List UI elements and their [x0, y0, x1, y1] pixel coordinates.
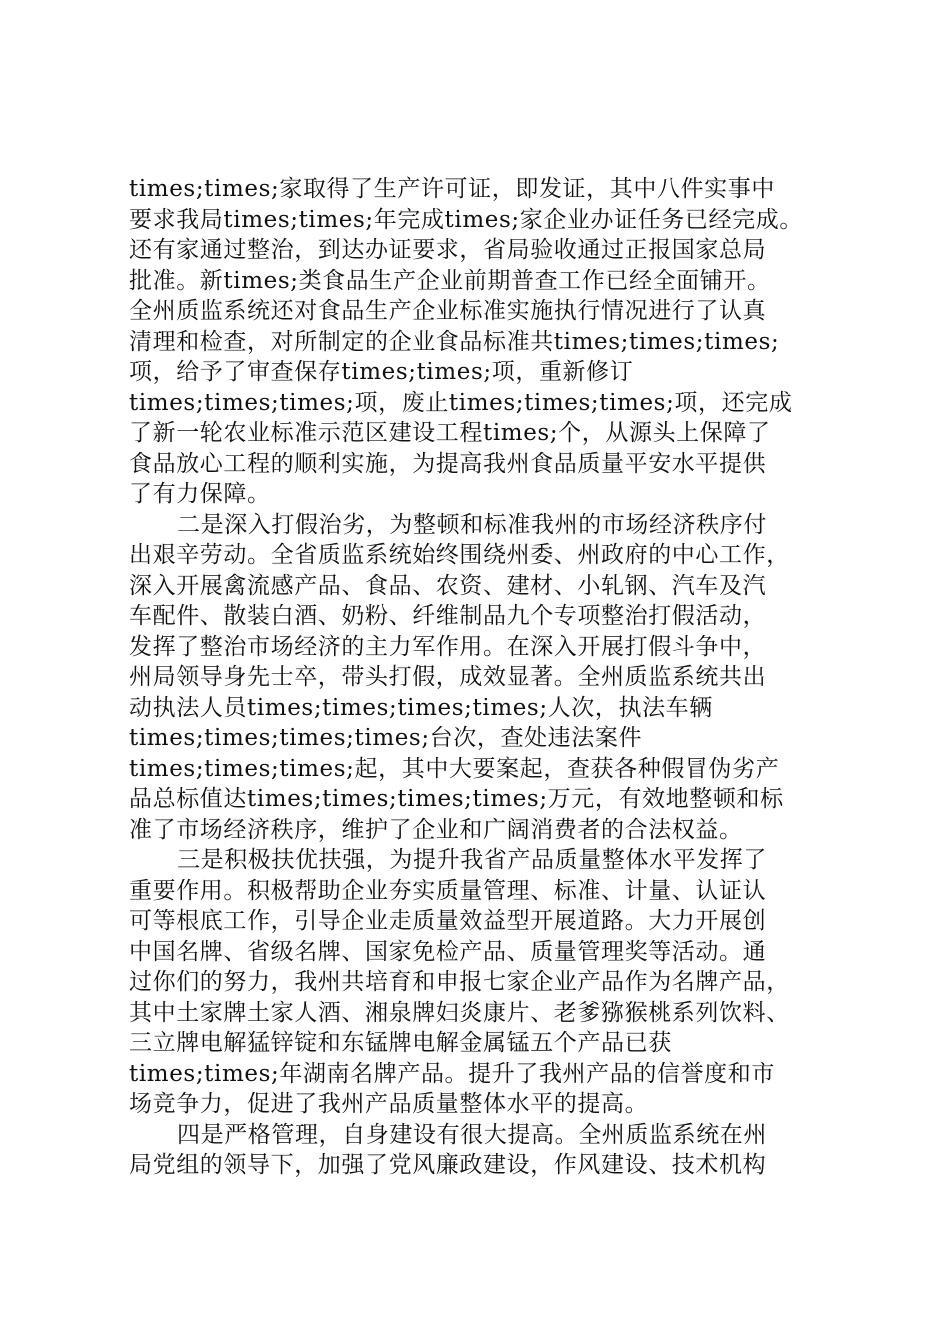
text-line: 深入开展禽流感产品、食品、农资、建材、小轧钢、汽车及汽 [129, 572, 767, 599]
paragraph-first-line: 三是积极扶优扶强，为提升我省产品质量整体水平发挥了 [177, 847, 767, 873]
text-line: 批准。新times;类食品生产企业前期普查工作已经全面铺开。 [129, 267, 771, 294]
text-line: 其中土家牌土家人酒、湘泉牌妇炎康片、老爹猕猴桃系列饮料、 [129, 999, 790, 1026]
paragraph-first-line: 二是深入打假治劣，为整顿和标准我州的市场经济秩序付 [177, 511, 767, 538]
text-line: 清理和检查，对所制定的企业食品标准共times;times;times; [129, 328, 780, 355]
text-line: 品总标值达times;times;times;times;万元，有效地整顿和标 [129, 786, 784, 812]
text-line: times;times;家取得了生产许可证，即发证，其中八件实事中 [129, 176, 775, 202]
document-body-text [129, 174, 829, 1181]
text-line: 场竞争力，促进了我州产品质量整体水平的提高。 [129, 1091, 649, 1117]
text-line: 三立牌电解猛锌锭和东锰牌电解金属锰五个产品已获 [129, 1030, 672, 1056]
text-line: 动执法人员times;times;times;times;人次，执法车辆 [129, 694, 713, 721]
text-line: 车配件、散装白酒、奶粉、纤维制品九个专项整治打假活动， [129, 603, 767, 629]
text-line: 要求我局times;times;年完成times;家企业办证任务已经完成。 [129, 206, 803, 233]
text-line: 准了市场经济秩序，维护了企业和广阔消费者的合法权益。 [129, 816, 743, 843]
text-line: times;times;times;项，废止times;times;times;项，还完成 [129, 389, 793, 416]
text-line: 了有力保障。 [129, 481, 271, 507]
text-line: 过你们的努力，我州共培育和申报七家企业产品作为名牌产品， [129, 969, 790, 995]
text-line: 了新一轮农业标准示范区建设工程times;个，从源头上保障了 [129, 420, 771, 446]
text-line: 项，给予了审查保存times;times;项，重新修订 [129, 359, 634, 385]
text-line: 还有家通过整治，到达办证要求，省局验收通过正报国家总局 [129, 237, 767, 263]
text-line: 发挥了整治市场经济的主力军作用。在深入开展打假斗争中， [129, 633, 767, 660]
text-line: times;times;times;起，其中大要案起，查获各种假冒伪劣产 [129, 755, 780, 782]
text-line: 出艰辛劳动。全省质监系统始终围绕州委、州政府的中心工作， [129, 542, 790, 568]
text-line: 食品放心工程的顺利实施，为提高我州食品质量平安水平提供 [129, 450, 767, 477]
text-line: times;times;年湖南名牌产品。提升了我州产品的信誉度和市 [129, 1060, 775, 1087]
text-line: 州局领导身先士卒，带头打假，成效显著。全州质监系统共出 [129, 664, 767, 690]
text-line: times;times;times;times;台次，查处违法案件 [129, 725, 643, 751]
text-line: 全州质监系统还对食品生产企业标准实施执行情况进行了认真 [129, 298, 767, 324]
text-line: 重要作用。积极帮助企业夯实质量管理、标准、计量、认证认 [129, 877, 767, 904]
text-line: 中国名牌、省级名牌、国家免检产品、质量管理奖等活动。通 [129, 938, 767, 965]
paragraph-first-line: 四是严格管理，自身建设有很大提高。全州质监系统在州 [177, 1121, 767, 1148]
text-line: 可等根底工作，引导企业走质量效益型开展道路。大力开展创 [129, 908, 767, 934]
text-line: 局党组的领导下，加强了党风廉政建设，作风建设、技术机构 [129, 1152, 767, 1178]
